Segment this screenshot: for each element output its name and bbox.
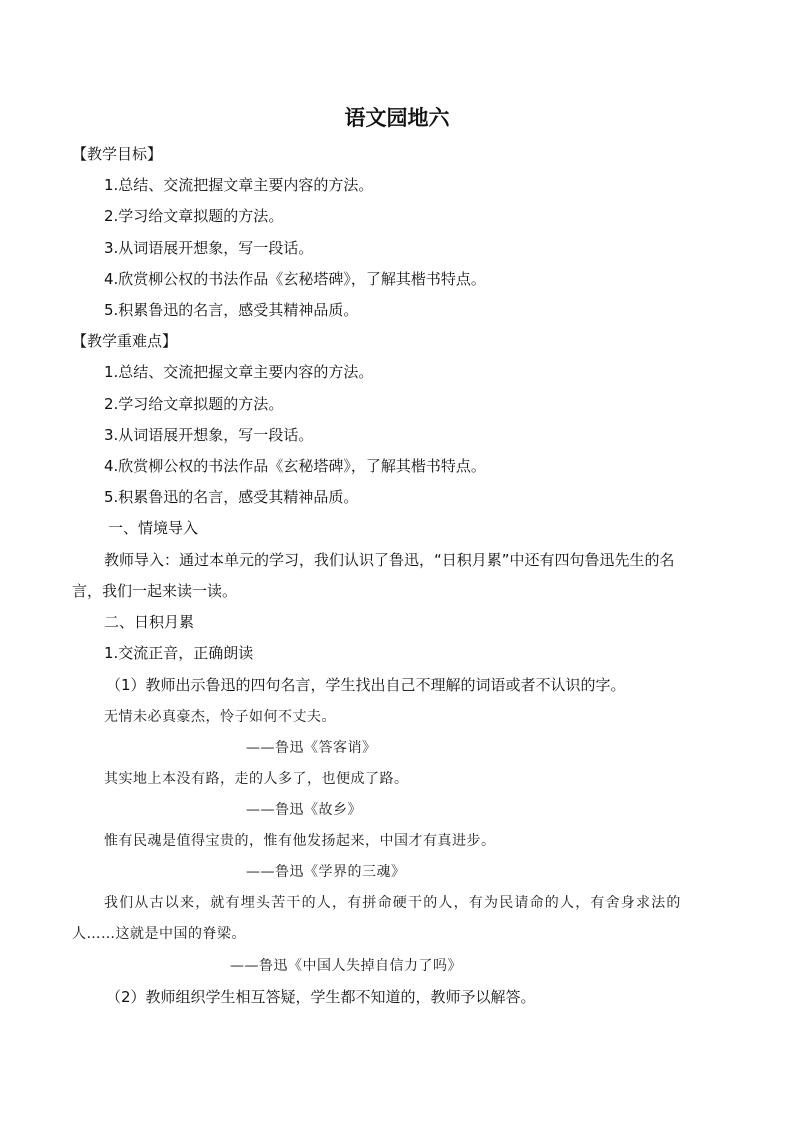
section-heading-intro: 一、情境导入 xyxy=(108,519,199,537)
quote-1-source: ——鲁迅《答客诮》 xyxy=(246,740,377,756)
objectives-heading: 【教学目标】 xyxy=(72,145,163,163)
key-points-heading: 【教学重难点】 xyxy=(72,332,178,350)
quote-3-source: ——鲁迅《学界的三魂》 xyxy=(246,864,406,880)
quote-4-text-line2: 人……这就是中国的脊梁。 xyxy=(72,926,246,942)
step-2-text: （2）教师组织学生相互答疑，学生都不知道的，教师予以解答。 xyxy=(106,988,536,1006)
key-point-item-4: 4.欣赏柳公权的书法作品《玄秘塔碑》，了解其楷书特点。 xyxy=(104,457,486,475)
quote-1-text: 无情未必真豪杰，怜子如何不丈夫。 xyxy=(104,709,336,725)
page-title: 语文园地六 xyxy=(344,106,450,130)
objective-item-4: 4.欣赏柳公权的书法作品《玄秘塔碑》，了解其楷书特点。 xyxy=(104,270,486,288)
key-point-item-1: 1.总结、交流把握文章主要内容的方法。 xyxy=(104,363,374,381)
key-point-item-2: 2.学习给文章拟题的方法。 xyxy=(104,395,284,413)
objective-item-5: 5.积累鲁迅的名言，感受其精神品质。 xyxy=(104,301,359,319)
intro-paragraph-line1: 教师导入：通过本单元的学习，我们认识了鲁迅，“日积月累”中还有四句鲁迅先生的名 xyxy=(104,551,675,569)
section-heading-accumulation: 二、日积月累 xyxy=(104,613,195,631)
quote-2-source: ——鲁迅《故乡》 xyxy=(246,802,362,818)
quote-4-text-line1: 我们从古以来，就有埋头苦干的人，有拼命硬干的人，有为民请命的人，有舍身求法的 xyxy=(104,895,682,911)
quote-3-text: 惟有民魂是值得宝贵的，惟有他发扬起来，中国才有真进步。 xyxy=(104,833,496,849)
objective-item-2: 2.学习给文章拟题的方法。 xyxy=(104,207,284,225)
intro-paragraph-line2: 言，我们一起来读一读。 xyxy=(72,582,238,600)
subsection-heading-pronunciation: 1.交流正音，正确朗读 xyxy=(104,644,254,662)
quote-2-text: 其实地上本没有路，走的人多了，也便成了路。 xyxy=(104,771,409,787)
quote-4-source: ——鲁迅《中国人失掉自信力了吗》 xyxy=(230,958,462,974)
key-point-item-5: 5.积累鲁迅的名言，感受其精神品质。 xyxy=(104,488,359,506)
key-point-item-3: 3.从词语展开想象，写一段话。 xyxy=(104,426,314,444)
objective-item-1: 1.总结、交流把握文章主要内容的方法。 xyxy=(104,176,374,194)
objective-item-3: 3.从词语展开想象，写一段话。 xyxy=(104,239,314,257)
step-1-text: （1）教师出示鲁迅的四句名言，学生找出自己不理解的词语或者不认识的字。 xyxy=(106,676,626,694)
